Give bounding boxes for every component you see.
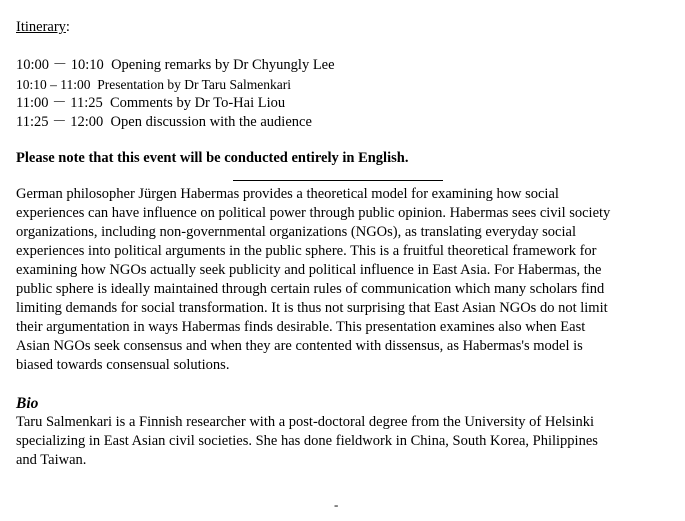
page-mark: -: [334, 497, 339, 512]
abstract-line: biased towards consensual solutions.: [16, 357, 230, 373]
itinerary-heading-label: Itinerary: [16, 19, 66, 35]
abstract-line: Asian NGOs seek consensus and when they are contented with dissensus, as Habermas's model is: [16, 338, 583, 354]
itinerary-item: [16, 75, 666, 94]
itinerary-description: Presentation by Dr Taru Salmenkari: [97, 77, 292, 92]
abstract-line: German philosopher Jürgen Habermas provides a theoretical model for examining how social: [16, 186, 559, 202]
bio-line: Taru Salmenkari is a Finnish researcher with a post-doctoral degree from the University of Helsinki: [16, 414, 595, 430]
abstract-line: experiences into political arguments in the public sphere. This is a fruitful theoretical framework for: [16, 243, 597, 259]
language-notice: Please note that this event will be conducted entirely in English.: [16, 150, 409, 166]
itinerary-time: 10:00 － 10:10: [16, 57, 104, 73]
itinerary-item: [16, 113, 666, 132]
itinerary-time: 11:25 － 12:00: [16, 114, 104, 130]
itinerary-description: Comments by Dr To-Hai Liou: [109, 95, 286, 111]
itinerary-list: [16, 56, 666, 132]
abstract-line: organizations, including non-governmental organizations (NGOs), as translating everyday social: [16, 224, 576, 240]
abstract-line: their argumentation in ways Habermas finds desirable. This presentation examines also when East: [16, 319, 586, 335]
bio-line: and Taiwan.: [16, 452, 87, 468]
bio-paragraph: [16, 413, 666, 470]
itinerary-description: Opening remarks by Dr Chyungly Lee: [111, 57, 335, 73]
abstract-line: public sphere is ideally maintained through certain rules of communication which many scholars find: [16, 281, 605, 297]
abstract-line: experiences can have influence on political power through public opinion. Habermas sees civil society: [16, 205, 611, 221]
abstract-line: limiting demands for social transformation. It is thus not surprising that East Asian NGOs do not limit: [16, 300, 608, 316]
itinerary-item: [16, 94, 666, 113]
itinerary-heading: [16, 18, 666, 37]
document-body: [16, 18, 666, 470]
itinerary-heading-colon: :: [65, 19, 70, 35]
bio-heading: Bio: [16, 395, 39, 412]
separator: [16, 168, 666, 185]
bio-line: specializing in East Asian civil societies. She has done fieldwork in China, South Korea, Philippines: [16, 433, 598, 449]
itinerary-description: Open discussion with the audience: [110, 114, 312, 130]
abstract-paragraph: [16, 185, 664, 375]
separator-line: [233, 180, 443, 181]
itinerary-time: 10:10 – 11:00: [16, 77, 91, 92]
abstract-line: examining how NGOs actually seek publicity and political influence in East Asia. For Habermas, the: [16, 262, 602, 278]
itinerary-item: [16, 56, 666, 75]
itinerary-time: 11:00 － 11:25: [16, 95, 103, 111]
